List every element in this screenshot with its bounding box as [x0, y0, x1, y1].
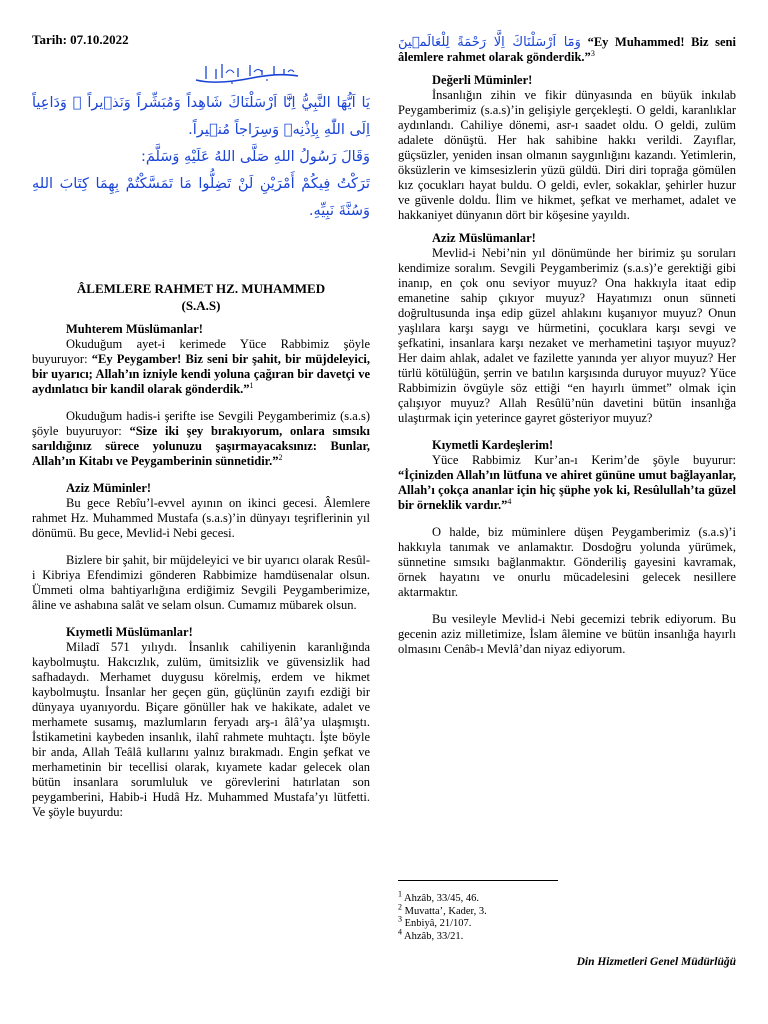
footnote: $^3$ Enbiyâ, 21/107.: [398, 914, 472, 929]
paragraph: Miladî 571 yılıydı. İnsanlık cahiliyenin karanlığında kaybolmuştu. Hakсızlık, zulüm, ümitsizlik ve güvensizlik had safhadaydı. Merhamet duygusu körelmiş, erdem ve hikmet kaybolmuştu. İnsanlar her geçen gün, güçlünün zayıfı ezdiği bir dünyaya uyanıyordu. Biçare gönüller hak ve hakikate, adalet ve merhamete susamış, mazlumların feryadı arş-ı âlâ’ya ulaşmıştı. İstikametini kaybeden insanlık, ilahî rahmete muhtaçtı. İşte böyle bir anda, Allah Teâlâ kullarını yalnız bırakmadı. Engin şefkat ve merhametinin bir tecellisi olarak, kıyamete kadar gelecek olan bütün insanlara sorumluluk ve görevlerini hatırlatan son peygamberini, Habib-i Hudâ Hz. Muhammed Mustafa’yı lütfetti. Ve şöyle buyurdu:: [32, 640, 370, 819]
footnotes: [398, 889, 487, 943]
section-heading: Kıymetli Müslümanlar!: [66, 625, 193, 639]
paragraph: Yüce Rabbimiz Kur’an-ı Kerim’de şöyle buyurur: “İçinizden Allah’ın lütfuna ve ahiret gününe umut bağlayanlar, Allah’ı çokça ananlar için hiç şüphe yok ki, Resûlullah’ta güzel bir örneklik vardır.”$^4$: [398, 453, 736, 512]
sermon-title: [32, 280, 370, 314]
arabic-hadith: تَرَكْتُ فِيكُمْ أَمْرَيْنِ لَنْ تَضِلُّوا مَا تَمَسَّكْتُمْ بِهِمَا كِتَابَ اللهِ وَسُنَّةَ نَبِيِّهِ.: [32, 176, 370, 219]
paragraph: O halde, biz müminlere düşen Peygamberimiz (s.a.s)’i hakkıyla tanımak ve anlamaktır. Dosdoğru yolunda yürümek, sünnetine sımsıkı bağlanmaktır. Gönderiliş gayesini kavramak, örnek hayatını ve onurlu mücadelesini gelecek nesillere aktarmaktır.: [398, 525, 736, 599]
paragraph: İnsanlığın zihin ve fikir dünyasında en büyük inkılab Peygamberimiz (s.a.s)’in gelişiyle gerçekleşti. O geldi, karanlıklar aydınlandı. Cahiliye dönemi, asr-ı saadet oldu. O geldi, zulüm adalete dönüştü. Her hak sahibine hakkı verildi. Zayıflar, güçsüzler, yeniden insan olmanın saygınlığını kazandı. Yetimlerin, öksüzlerin ve kimsesizlerin yüzü güldü. Diri diri toprağa gömülen kız çocukları hayat buldu. O geldi, evler, sokaklar, şehirler huzur ve güvenle doldu. İlim ve hikmet, şefkat ve merhamet, adalet ve hakkaniyet dünyanın dört bir köşesine yayıldı.: [398, 88, 736, 222]
signature: Din Hizmetleri Genel Müdürlüğü: [576, 956, 736, 968]
paragraph: Okuduğum hadis-i şerifte ise Sevgili Peygamberimiz (s.a.s) şöyle buyuruyor: “Size iki şey bırakıyorum, onlara sımsıkı sarıldığınız sürece yolunuzu şaşırmayacaksınız: Bunlar, Allah’ın Kitabı ve Peygamberinin sünnetidir.”$^2$: [32, 409, 370, 468]
footnote: $^2$ Muvatta’, Kader, 3.: [398, 902, 487, 917]
paragraph: Bizlere bir şahit, bir müjdeleyici ve bir uyarıcı olarak Resûl-i Kibriya Efendimizi gönderen Rabbimize hamdüsenalar olsun. Ümmeti olma bahtiyarlığına erdiğimiz Sevgili Peygamberimize, âline ve ashabına salât ve selam olsun. Cumamız mübarek olsun.: [32, 553, 370, 612]
right-body: [398, 35, 736, 657]
basmala-calligraphy-icon: [192, 60, 302, 86]
section-heading: Aziz Müminler!: [66, 481, 152, 495]
left-body: [32, 322, 370, 820]
paragraph: Bu gece Rebîu’l-evvel ayının on ikinci gecesi. Âlemlere rahmet Hz. Muhammed Mustafa (s.a.s)’in dünyayı teşriflerinin yıl dönümü. Bu gece, Mevlid-i Nebi gecesi.: [32, 496, 370, 540]
arabic-inline-verse: وَمَٓا اَرْسَلْنَاكَ اِلَّا رَحْمَةً لِلْعَالَم۪ينَ: [398, 35, 581, 50]
paragraph: Bu vesileyle Mevlid-i Nebi gecemizi tebrik ediyorum. Bu gecenin aziz milletimize, İslam âlemine ve bütün insanlığa hayırlı olmasını Cenâb-ı Mevlâ’dan niyaz ediyorum.: [398, 612, 736, 656]
footnote: $^4$ Ahzâb, 33/21.: [398, 927, 464, 942]
title-line-2: (S.A.S): [181, 298, 221, 313]
paragraph: Mevlid-i Nebi’nin yıl dönümünde her birimiz şu soruları kendimize soralım. Sevgili Peygamberimiz (s.a.s)’e gerektiği gibi inanıp, en çok onu seviyor muyuz? Ona hakkıyla itaat edip emanetine sahip çıkıyor muyuz? Hayatımızı onun sünneti doğrultusunda inşa edip güzel ahlakını kuşanıyor muyuz? Onun yaşlılara karşı saygı ve hürmetini, çocuklara karşı sevgi ve şefkatini, insanlara karşı nezaket ve merhametini taşıyor muyuz? Her daim ahlak, adalet ve fazilette yanında yer alıyor muyuz? Her türlü kötülüğün, şerrin ve batılın karşısında duruyor muyuz? Yüce Rabbimizin övgüyle söz ettiği “en hayırlı ümmet” olmak için çalışıyor muyuz? Allah Resûlü’nün davetini bütün insanlığa ulaştırmak için yeterince gayret gösteriyor muyuz?: [398, 246, 736, 425]
right-column: [398, 0, 736, 1024]
verse-translation: وَمَٓا اَرْسَلْنَاكَ اِلَّا رَحْمَةً لِلْعَالَم۪ينَ “Ey Muhammed! Biz seni âlemlere rahmet olarak gönderdik.”$^3$: [398, 35, 736, 64]
section-heading: Değerli Müminler!: [432, 73, 533, 87]
sermon-date: Tarih: 07.10.2022: [32, 32, 129, 47]
arabic-verse: يَا اَيُّهَا النَّبِيُّ اِنَّٓا اَرْسَلْنَاكَ شَاهِداً وَمُبَشِّراً وَنَذ۪يراً ۙ وَدَاعِياً اِلَى اللّٰهِ بِاِذْنِه۪ وَسِرَاجاً مُن۪يراً.: [32, 95, 370, 138]
left-column: [32, 0, 370, 1024]
footnote-divider: [398, 880, 558, 881]
arabic-text-block: [32, 90, 370, 225]
section-heading: Kıymetli Kardeşlerim!: [432, 438, 554, 452]
title-line-1: ÂLEMLERE RAHMET HZ. MUHAMMED: [76, 281, 326, 296]
section-heading: Aziz Müslümanlar!: [432, 231, 536, 245]
footnote: $^1$ Ahzâb, 33/45, 46.: [398, 889, 479, 904]
paragraph: Okuduğum ayet-i kerimede Yüce Rabbimiz şöyle buyuruyor: “Ey Peygamber! Biz seni bir şahit, bir müjdeleyici, bir uyarıcı; Allah’ın izniyle kendi yoluna çağıran bir davetçi ve aydınlatıcı bir kandil olarak gönderdik.”$^1$: [32, 337, 370, 396]
arabic-hadith-intro: وَقَالَ رَسُولُ اللهِ صَلَّى اللهُ عَلَيْهِ وَسَلَّمَ:: [140, 149, 370, 165]
section-heading: Muhterem Müslümanlar!: [66, 322, 203, 336]
